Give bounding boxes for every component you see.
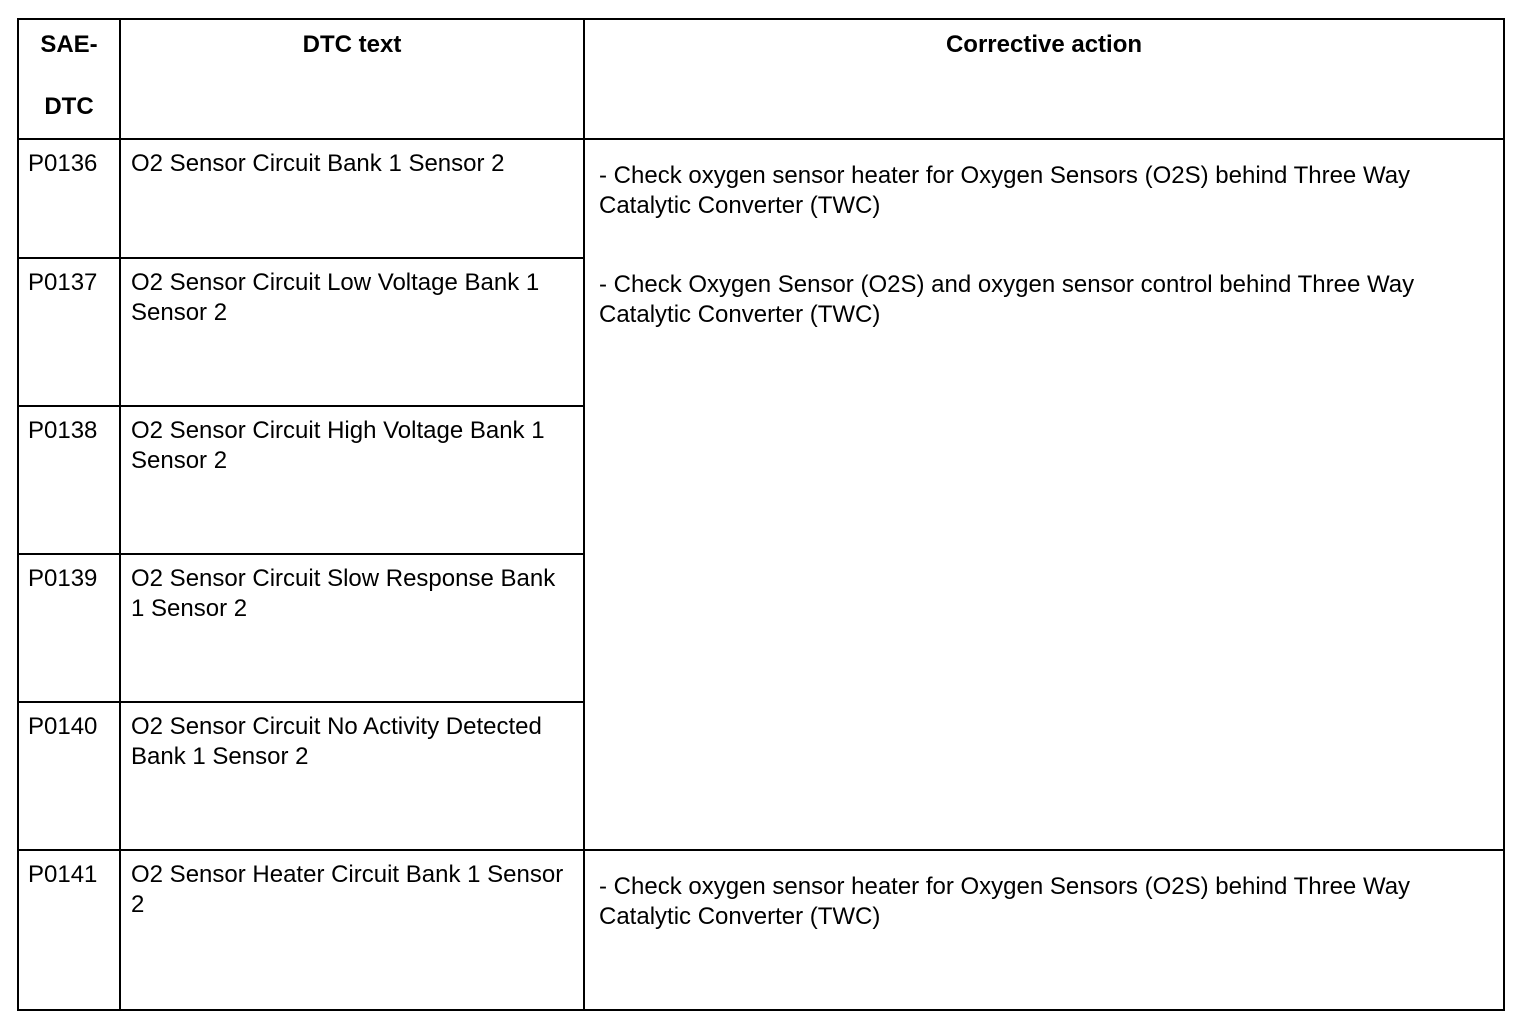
header-sae-dtc-line1: SAE- xyxy=(40,31,98,58)
dtc-code-cell: P0140 xyxy=(18,702,120,850)
dtc-text-cell: O2 Sensor Circuit No Activity Detected Bank 1 Sensor 2 xyxy=(120,702,584,850)
header-sae-dtc-line2: DTC xyxy=(44,93,94,120)
corrective-action-item: - Check Oxygen Sensor (O2S) and oxygen sensor control behind Three Way Catalytic Converter (TWC) xyxy=(599,271,1415,328)
table-row xyxy=(18,850,1504,1010)
dtc-code-cell: P0141 xyxy=(18,850,120,1010)
dtc-text-cell: O2 Sensor Heater Circuit Bank 1 Sensor 2 xyxy=(120,850,584,1010)
header-corrective-action: Corrective action xyxy=(584,19,1504,139)
dtc-code-cell: P0139 xyxy=(18,554,120,702)
corrective-action-cell xyxy=(584,850,1504,1010)
dtc-text-cell: O2 Sensor Circuit Slow Response Bank 1 Sensor 2 xyxy=(120,554,584,702)
dtc-text-cell: O2 Sensor Circuit Bank 1 Sensor 2 xyxy=(120,139,584,258)
dtc-text-cell: O2 Sensor Circuit Low Voltage Bank 1 Sensor 2 xyxy=(120,258,584,406)
dtc-text-cell: O2 Sensor Circuit High Voltage Bank 1 Sensor 2 xyxy=(120,406,584,554)
header-sae-dtc xyxy=(18,19,120,139)
corrective-action-cell xyxy=(584,139,1504,850)
dtc-table xyxy=(17,18,1505,1011)
dtc-code-cell: P0137 xyxy=(18,258,120,406)
header-dtc-text: DTC text xyxy=(120,19,584,139)
table-row xyxy=(18,139,1504,258)
dtc-code-cell: P0138 xyxy=(18,406,120,554)
corrective-action-item: - Check oxygen sensor heater for Oxygen Sensors (O2S) behind Three Way Catalytic Converter (TWC) xyxy=(599,873,1411,930)
corrective-action-item: - Check oxygen sensor heater for Oxygen Sensors (O2S) behind Three Way Catalytic Converter (TWC) xyxy=(599,162,1411,219)
table-header-row xyxy=(18,19,1504,139)
dtc-code-cell: P0136 xyxy=(18,139,120,258)
